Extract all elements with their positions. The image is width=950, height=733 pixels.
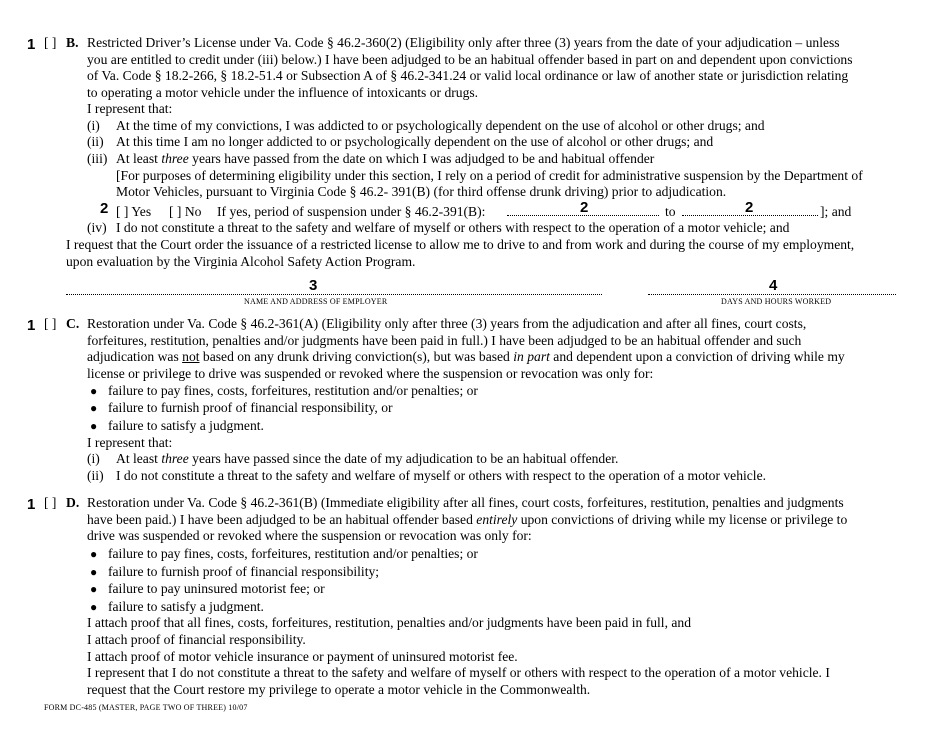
section-d-checkbox[interactable]: [ ] <box>44 495 57 510</box>
section-c-item-ii-text: I do not constitute a threat to the safety and welfare of myself or others with respect to the operation of a motor vehicle. <box>116 468 767 483</box>
suspension-end-text: ]; and <box>820 204 852 219</box>
item-i-text: At the time of my convictions, I was addicted to or psychologically dependent on the use of alcohol or other drugs; and <box>116 118 765 133</box>
section-d-line-1: Restoration under Va. Code § 46.2-361(B) (Immediate eligibility after all fines, court costs, forfeitures, restitution, penalties and judgments <box>87 495 844 510</box>
item-iv-number: (iv) <box>87 220 107 235</box>
employer-caption: NAME AND ADDRESS OF EMPLOYER <box>244 297 388 306</box>
employer-callout: 3 <box>309 277 318 294</box>
section-c-bullet-1: failure to pay fines, costs, forfeitures, restitution and/or penalties; or <box>108 383 478 398</box>
section-b-line-4: to operating a motor vehicle under the influence of intoxicants or drugs. <box>87 85 479 100</box>
section-d-callout: 1 <box>27 496 36 513</box>
credit-bracket-line-2: Motor Vehicles, pursuant to Virginia Code § 46.2- 391(B) (for third offense drunk driving) prior to adjudication. <box>116 184 727 199</box>
bullet-icon: ● <box>90 565 98 579</box>
attach-insurance: I attach proof of motor vehicle insurance or payment of uninsured motorist fee. <box>87 649 518 664</box>
no-checkbox[interactable]: [ ] No <box>169 204 202 219</box>
item-iii-text: At least three years have passed from the date on which I was adjudged to be and habitual offender <box>116 151 655 166</box>
section-b-checkbox[interactable]: [ ] <box>44 35 57 50</box>
bullet-icon: ● <box>90 384 98 398</box>
section-c-line-2: forfeitures, restitution, penalties and/or judgments have been paid in full.) I have been adjudged to be an habitual offender and such <box>87 333 802 348</box>
yes-checkbox[interactable]: [ ] Yes <box>116 204 152 219</box>
section-b-letter: B. <box>66 35 79 50</box>
attach-financial-responsibility: I attach proof of financial responsibility. <box>87 632 306 647</box>
section-d-line-2: have been paid.) I have been adjudged to be an habitual offender based entirely upon convictions of driving while my license or privilege to <box>87 512 848 527</box>
section-b-represent: I represent that: <box>87 101 173 116</box>
bullet-icon: ● <box>90 600 98 614</box>
section-b-line-2: you are entitled to credit under (iii) below.) I have been adjudged to be an habitual offender based in part on and dependent upon convictions <box>87 52 853 67</box>
section-d-bullet-1: failure to pay fines, costs, forfeitures, restitution and/or penalties; or <box>108 546 478 561</box>
days-hours-field[interactable] <box>648 294 896 295</box>
request-line-2: upon evaluation by the Virginia Alcohol Safety Action Program. <box>66 254 416 269</box>
request-line-1: I request that the Court order the issuance of a restricted license to allow me to drive to and from work and during the course of my employment, <box>66 237 855 252</box>
suspension-to-callout: 2 <box>745 199 754 216</box>
bullet-icon: ● <box>90 582 98 596</box>
form-footer: FORM DC-485 (MASTER, PAGE TWO OF THREE) 10/07 <box>44 703 248 712</box>
employer-field[interactable] <box>66 294 602 295</box>
section-c-line-1: Restoration under Va. Code § 46.2-361(A) (Eligibility only after three (3) years from the adjudication and after all fines, court costs, <box>87 316 807 331</box>
section-d-bullet-3: failure to pay uninsured motorist fee; or <box>108 581 325 596</box>
section-d-letter: D. <box>66 495 80 510</box>
section-d-bullet-2: failure to furnish proof of financial responsibility; <box>108 564 380 579</box>
section-c-item-i-text: At least three years have passed since the date of my adjudication to be an habitual offender. <box>116 451 619 466</box>
section-c-item-ii-number: (ii) <box>87 468 104 483</box>
section-d-final-line-1: I represent that I do not constitute a threat to the safety and welfare of myself or others with respect to the operation of a motor vehicle. I <box>87 665 830 680</box>
bullet-icon: ● <box>90 401 98 415</box>
section-b-line-1: Restricted Driver’s License under Va. Code § 46.2-360(2) (Eligibility only after three (3) years from the date of your adjudication – unless <box>87 35 840 50</box>
section-c-line-4: license or privilege to drive was suspended or revoked where the suspension or revocation was only for: <box>87 366 654 381</box>
section-c-callout: 1 <box>27 317 36 334</box>
section-c-bullet-2: failure to furnish proof of financial responsibility, or <box>108 400 393 415</box>
section-b-callout: 1 <box>27 36 36 53</box>
section-c-bullet-3: failure to satisfy a judgment. <box>108 418 264 433</box>
section-c-item-i-number: (i) <box>87 451 100 466</box>
to-label: to <box>665 204 676 219</box>
suspension-prompt: If yes, period of suspension under § 46.2-391(B): <box>217 204 486 219</box>
item-i-number: (i) <box>87 118 100 133</box>
bullet-icon: ● <box>90 419 98 433</box>
days-caption: DAYS AND HOURS WORKED <box>721 297 832 306</box>
item-iii-number: (iii) <box>87 151 108 166</box>
item-iv-text: I do not constitute a threat to the safety and welfare of myself or others with respect to the operation of a motor vehicle; and <box>116 220 790 235</box>
section-c-letter: C. <box>66 316 80 331</box>
suspension-from-callout: 2 <box>580 199 589 216</box>
section-b-line-3: of Va. Code § 18.2-266, § 18.2-51.4 or Subsection A of § 46.2-341.24 or valid local ordinance or law of another state or jurisdiction relating <box>87 68 849 83</box>
section-d-line-3: drive was suspended or revoked where the suspension or revocation was only for: <box>87 528 532 543</box>
item-ii-text: At this time I am no longer addicted to or psychologically dependent on the use of alcohol or other drugs; and <box>116 134 714 149</box>
days-callout: 4 <box>769 277 778 294</box>
section-c-checkbox[interactable]: [ ] <box>44 316 57 331</box>
section-c-line-3: adjudication was not based on any drunk driving conviction(s), but was based in part and dependent upon a conviction of driving while my <box>87 349 845 364</box>
credit-bracket-line-1: [For purposes of determining eligibility under this section, I rely on a period of credit for administrative suspension by the Department of <box>116 168 863 183</box>
yesno-callout: 2 <box>100 200 109 217</box>
section-c-represent: I represent that: <box>87 435 173 450</box>
section-d-bullet-4: failure to satisfy a judgment. <box>108 599 264 614</box>
bullet-icon: ● <box>90 547 98 561</box>
item-ii-number: (ii) <box>87 134 104 149</box>
section-d-final-line-2: request that the Court restore my privilege to operate a motor vehicle in the Commonwealth. <box>87 682 591 697</box>
attach-financial-paid: I attach proof that all fines, costs, forfeitures, restitution, penalties and/or judgments have been paid in full, and <box>87 615 691 630</box>
